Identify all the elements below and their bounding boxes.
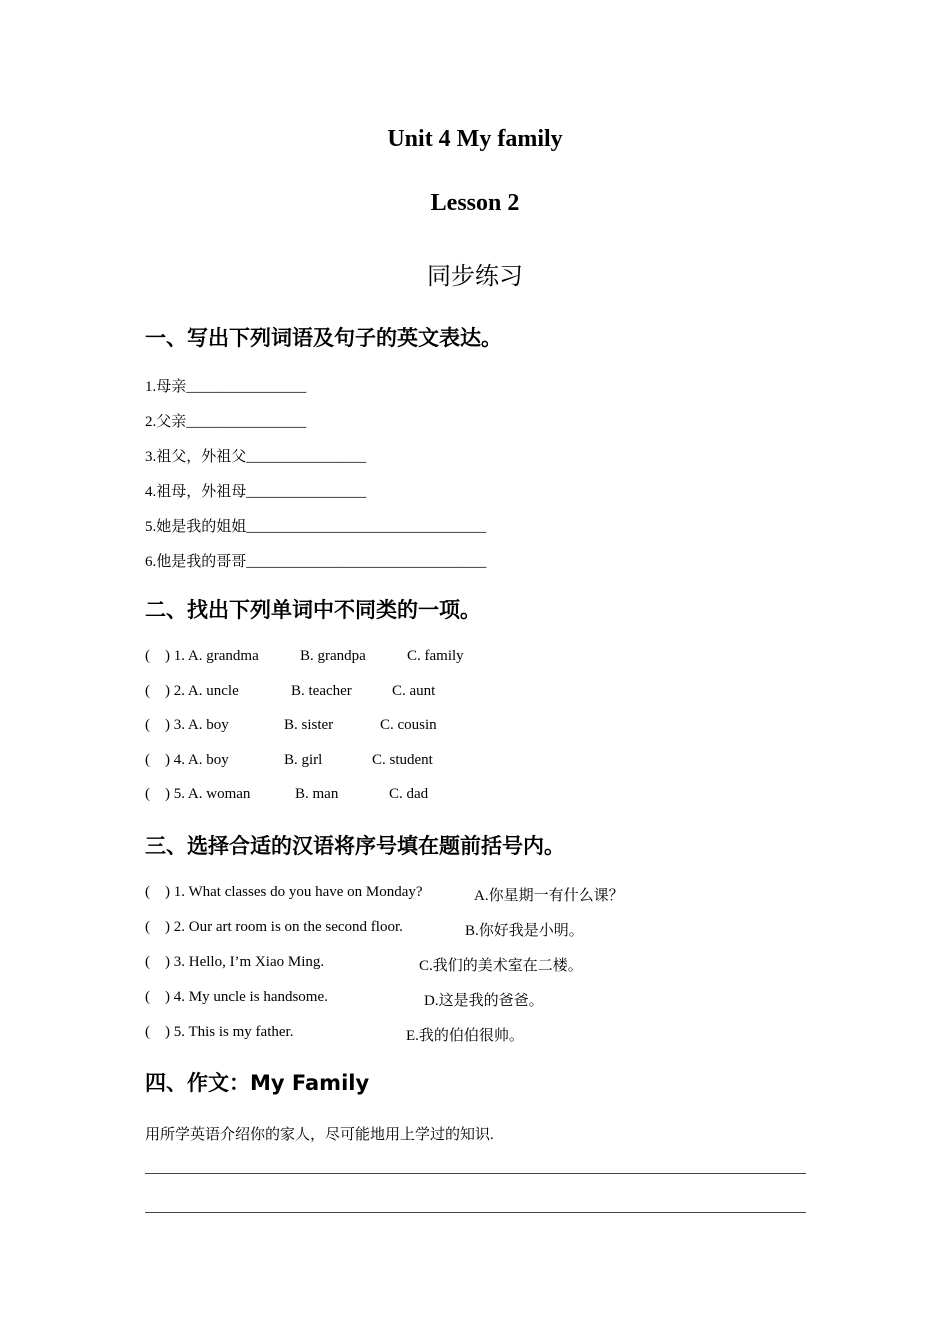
matching-english-sentence: ( ) 5. This is my father. [145, 1024, 294, 1040]
matching-english-sentence: ( ) 3. Hello, I’m Xiao Ming. [145, 954, 325, 970]
translation-item [145, 410, 306, 431]
matching-chinese-option: E.我的伯伯很帅。 [406, 1028, 524, 1044]
odd-one-out-option-c: C. dad [389, 786, 429, 802]
odd-one-out-option-b: B. girl [284, 752, 323, 768]
odd-one-out-option-a: ( ) 1. A. grandma [145, 648, 259, 664]
item-prompt: 3.祖父，外祖父 [145, 449, 247, 465]
writing-line[interactable] [145, 1173, 806, 1174]
section2-heading: 二、找出下列单词中不同类的一项。 [145, 598, 481, 622]
translation-item [145, 445, 366, 466]
translation-item [145, 375, 306, 396]
odd-one-out-option-a: ( ) 5. A. woman [145, 786, 251, 802]
odd-one-out-option-a: ( ) 4. A. boy [145, 752, 229, 768]
odd-one-out-option-c: C. student [372, 752, 433, 768]
matching-english-sentence: ( ) 2. Our art room is on the second floor. [145, 919, 403, 935]
answer-blank[interactable]: ________________________________ [246, 554, 487, 570]
item-prompt: 5.她是我的姐姐 [145, 519, 247, 535]
matching-chinese-option: B.你好我是小明。 [465, 923, 584, 939]
odd-one-out-option-a: ( ) 2. A. uncle [145, 683, 239, 699]
matching-chinese-option: C.我们的美术室在二楼。 [419, 958, 583, 974]
answer-blank[interactable]: ________________ [186, 414, 307, 430]
page-title: Unit 4 My family [387, 126, 563, 152]
odd-one-out-option-c: C. family [407, 648, 464, 664]
matching-english-sentence: ( ) 1. What classes do you have on Monday? [145, 884, 423, 900]
lesson-title: Lesson 2 [430, 190, 520, 216]
section3-heading: 三、选择合适的汉语将序号填在题前括号内。 [145, 834, 565, 858]
translation-item [145, 480, 366, 501]
item-prompt: 1.母亲 [145, 379, 187, 395]
section1-heading: 一、写出下列词语及句子的英文表达。 [145, 326, 502, 350]
item-prompt: 4.祖母，外祖母 [145, 484, 247, 500]
odd-one-out-option-c: C. aunt [392, 683, 436, 699]
matching-chinese-option: A.你星期一有什么课？ [474, 888, 624, 904]
translation-item [145, 550, 486, 571]
odd-one-out-option-b: B. grandpa [300, 648, 366, 664]
item-prompt: 2.父亲 [145, 414, 187, 430]
answer-blank[interactable]: ________________________________ [246, 519, 487, 535]
matching-english-sentence: ( ) 4. My uncle is handsome. [145, 989, 328, 1005]
composition-instruction: 用所学英语介绍你的家人，尽可能地用上学过的知识. [145, 1127, 494, 1143]
section4-heading: 四、作文：My Family [145, 1071, 370, 1095]
odd-one-out-option-b: B. sister [284, 717, 334, 733]
translation-item [145, 515, 486, 536]
matching-chinese-option: D.这是我的爸爸。 [424, 993, 544, 1009]
answer-blank[interactable]: ________________ [246, 449, 367, 465]
answer-blank[interactable]: ________________ [186, 379, 307, 395]
item-prompt: 6.他是我的哥哥 [145, 554, 247, 570]
writing-line[interactable] [145, 1212, 806, 1213]
exercise-subtitle: 同步练习 [427, 262, 523, 290]
odd-one-out-option-c: C. cousin [380, 717, 437, 733]
answer-blank[interactable]: ________________ [246, 484, 367, 500]
odd-one-out-option-a: ( ) 3. A. boy [145, 717, 229, 733]
odd-one-out-option-b: B. man [295, 786, 339, 802]
odd-one-out-option-b: B. teacher [291, 683, 352, 699]
